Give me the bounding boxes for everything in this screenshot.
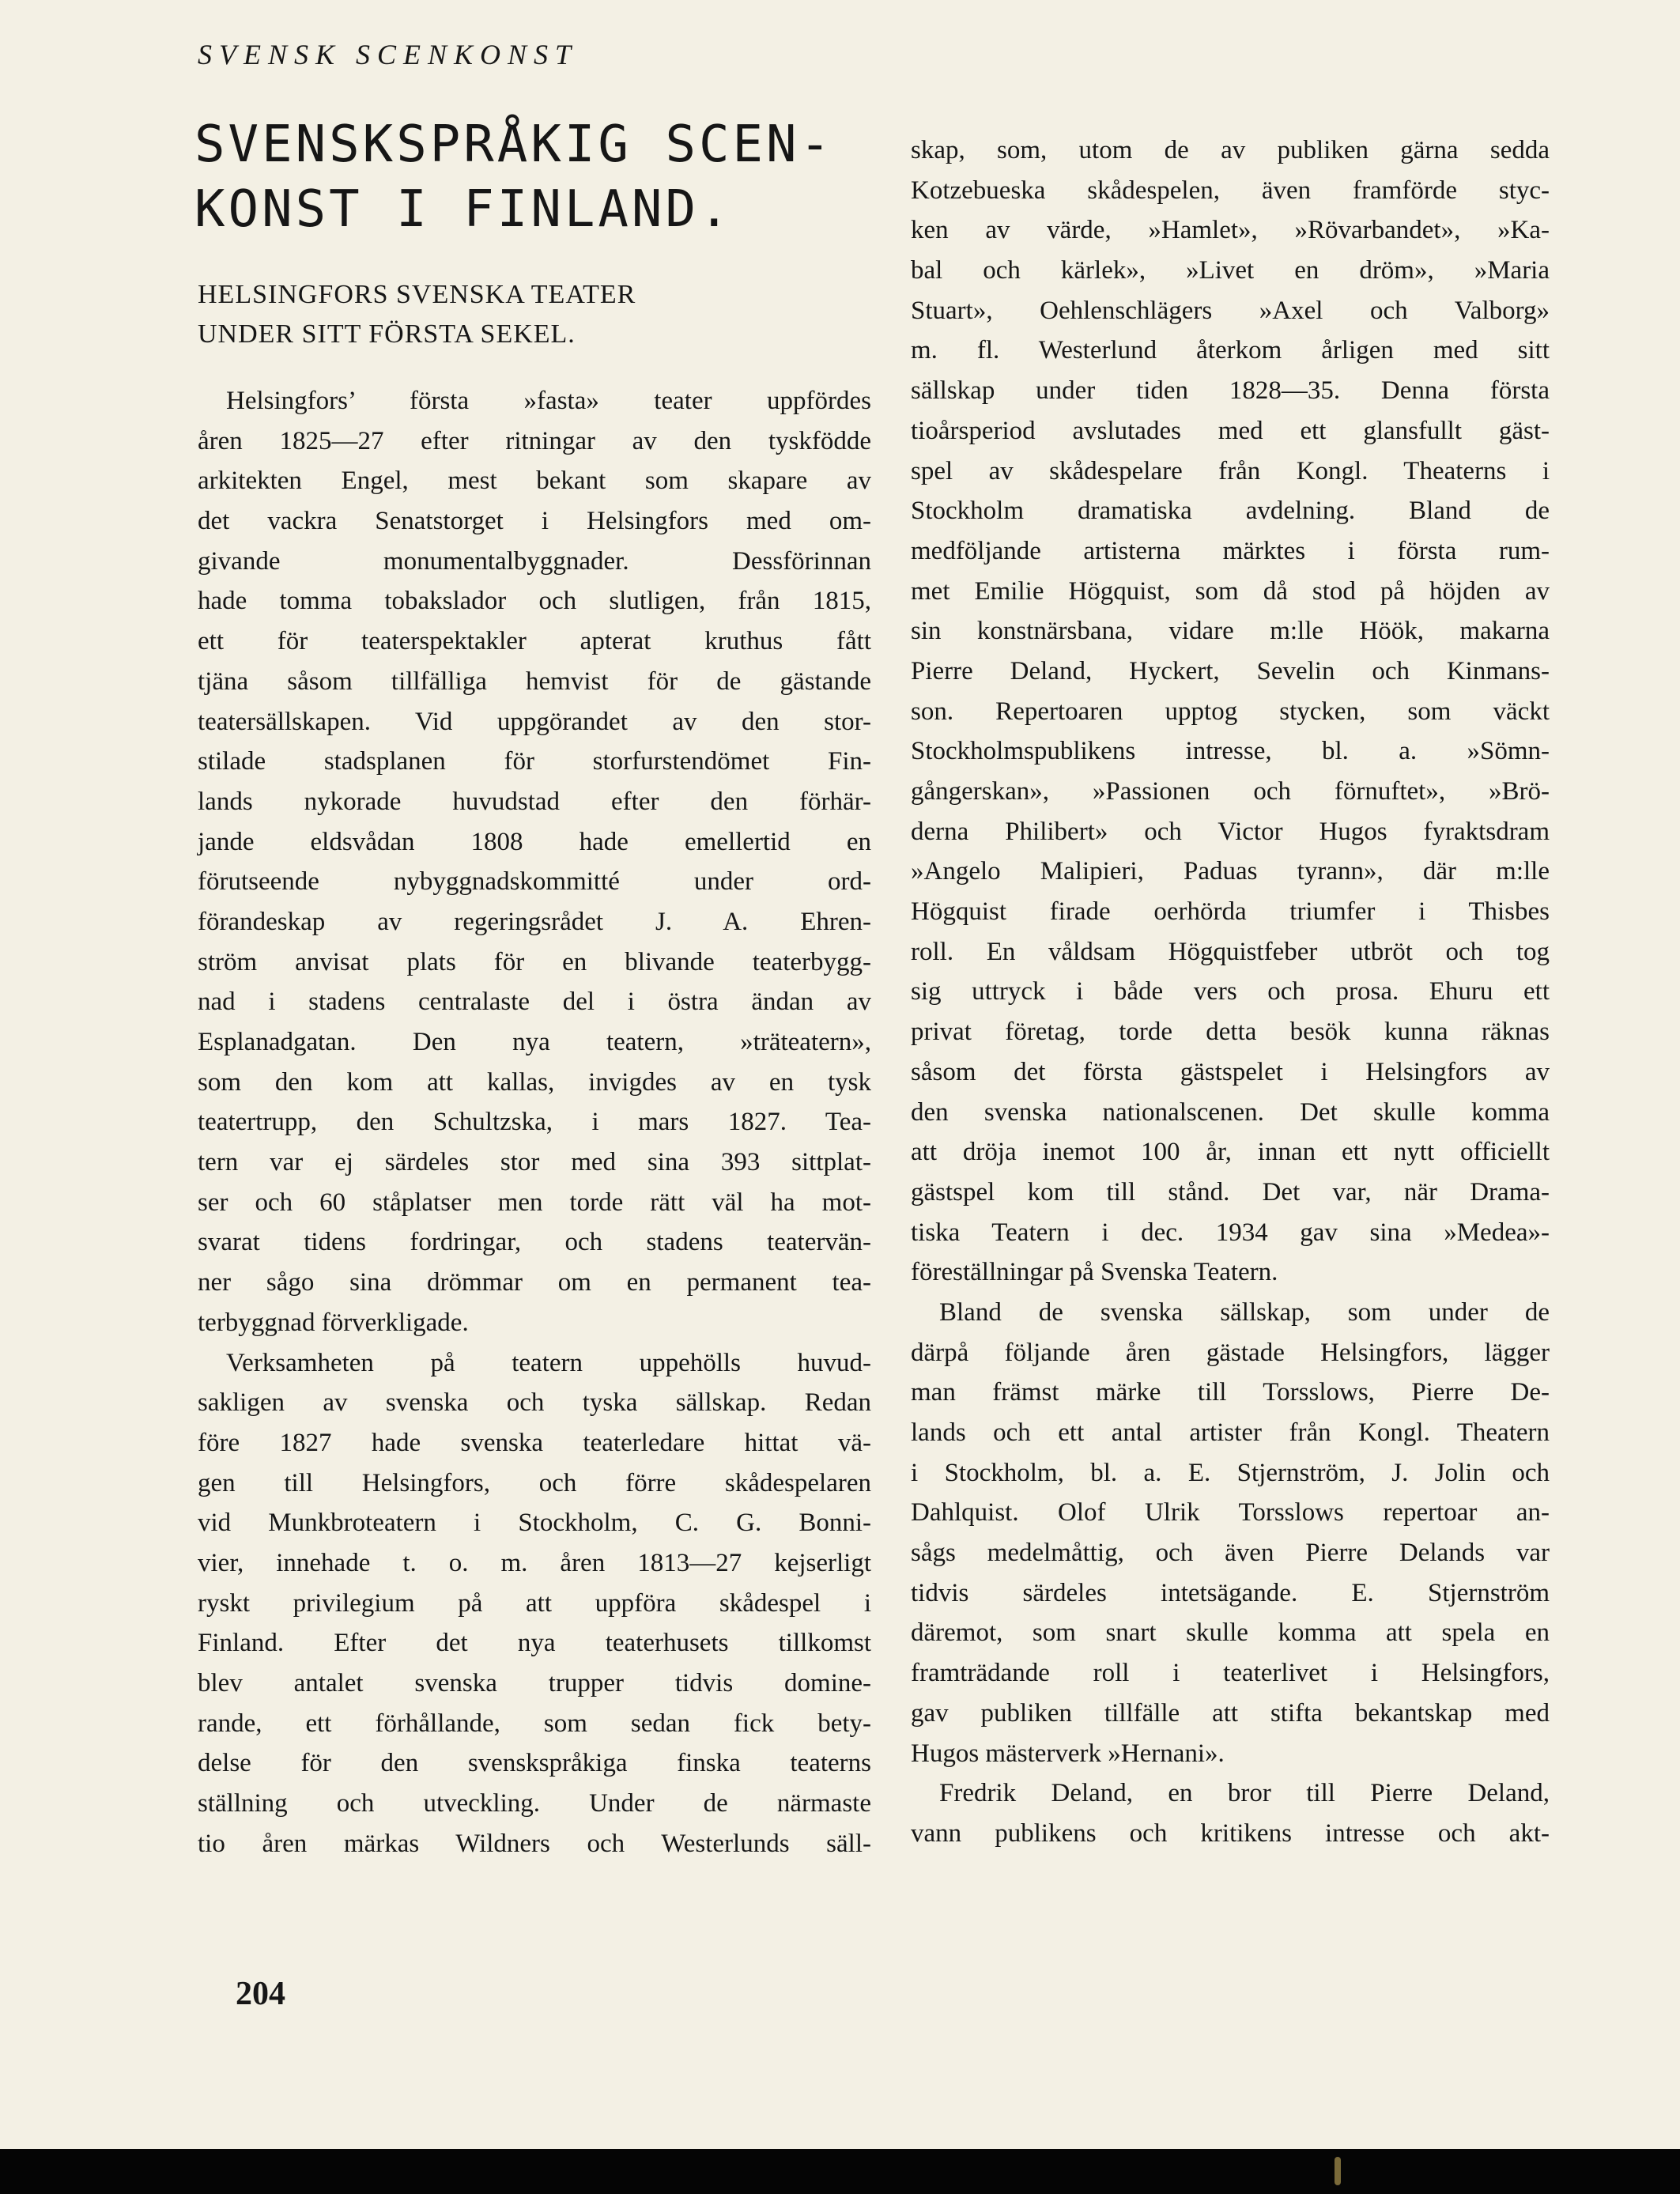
- text-line: jande eldsvådan 1808 hade emellertid en: [198, 827, 871, 856]
- text-line: Bland de svenska sällskap, som under de: [939, 1297, 1550, 1327]
- text-line: i Stockholm, bl. a. E. Stjernström, J. Jolin och: [911, 1458, 1550, 1487]
- text-line: medföljande artisterna märktes i första rum-: [911, 536, 1550, 565]
- text-line: att dröja inemot 100 år, innan ett nytt officiellt: [911, 1138, 1550, 1167]
- text-line: ställning och utveckling. Under de närmaste: [198, 1789, 871, 1818]
- text-line: ström anvisat plats för en blivande teaterbygg-: [198, 947, 871, 976]
- text-line: åren 1825—27 efter ritningar av den tyskfödde: [198, 426, 871, 455]
- text-line: tern var ej särdeles stor med sina 393 sittplat-: [198, 1148, 871, 1177]
- text-line: blev antalet svenska trupper tidvis domine-: [198, 1669, 871, 1697]
- subtitle-line: UNDER SITT FÖRSTA SEKEL.: [198, 319, 576, 349]
- text-line: bal och kärlek», »Livet en dröm», »Maria: [911, 256, 1550, 285]
- text-line: före 1827 hade svenska teaterledare hittat vä-: [198, 1428, 871, 1457]
- text-line: ryskt privilegium på att uppföra skådespel i: [198, 1588, 871, 1618]
- page-number: 204: [236, 1976, 285, 2012]
- article-title: [194, 112, 890, 242]
- text-line: Dahlquist. Olof Ulrik Torsslows repertoar an-: [911, 1498, 1550, 1527]
- text-line: gav publiken tillfälle att stifta bekantskap med: [911, 1698, 1550, 1728]
- text-line: tjäna såsom tillfälliga hemvist för de gästande: [198, 667, 871, 696]
- text-line: m. fl. Westerlund återkom årligen med sitt: [911, 336, 1550, 365]
- text-line: rande, ett förhållande, som sedan fick bety-: [198, 1709, 871, 1738]
- text-line: därpå följande åren gästade Helsingfors, lägger: [911, 1338, 1550, 1367]
- text-line: ett för teaterspektakler apterat kruthus fått: [198, 627, 871, 656]
- text-line: roll. En våldsam Högquistfeber utbröt och tog: [911, 937, 1550, 966]
- text-line: tio åren märkas Wildners och Westerlunds säll-: [198, 1829, 871, 1858]
- text-line: Stockholm dramatiska avdelning. Bland de: [911, 497, 1550, 526]
- text-line: skap, som, utom de av publiken gärna sedda: [911, 136, 1550, 164]
- text-line: vid Munkbroteatern i Stockholm, C. G. Bonni-: [198, 1509, 871, 1538]
- left-column: [198, 381, 871, 1864]
- text-line: som den kom att kallas, invigdes av en tysk: [198, 1067, 871, 1097]
- text-line: gångerskan», »Passionen och förnuftet», »Brö-: [911, 777, 1550, 806]
- text-line: gen till Helsingfors, och förre skådespelaren: [198, 1468, 871, 1497]
- text-line: föreställningar på Svenska Teatern.: [911, 1258, 1278, 1287]
- text-line: sågs medelmåttig, och även Pierre Delands var: [911, 1539, 1550, 1568]
- text-line: däremot, som snart skulle komma att spela en: [911, 1618, 1550, 1648]
- text-line: vier, innehade t. o. m. åren 1813—27 kejserligt: [198, 1548, 871, 1577]
- article-subtitle: [198, 275, 636, 354]
- text-line: sig uttryck i både vers och prosa. Ehuru ett: [911, 977, 1550, 1006]
- text-line: förutseende nybyggnadskommitté under ord-: [198, 867, 871, 897]
- text-line: sin konstnärsbana, vidare m:lle Höök, makarna: [911, 617, 1550, 646]
- right-column: [911, 130, 1550, 1854]
- text-line: teatertrupp, den Schultzska, i mars 1827. Tea-: [198, 1108, 871, 1137]
- text-line: sakligen av svenska och tyska sällskap. Redan: [198, 1388, 871, 1418]
- text-line: framträdande roll i teaterlivet i Helsingfors,: [911, 1659, 1550, 1688]
- text-line: sällskap under tiden 1828—35. Denna första: [911, 376, 1550, 406]
- text-line: spel av skådespelare från Kongl. Theaterns i: [911, 456, 1550, 485]
- text-line: Stuart», Oehlenschlägers »Axel och Valborg»: [911, 296, 1550, 325]
- text-line: hade tomma tobakslador och slutligen, från 1815,: [198, 587, 871, 616]
- text-line: ken av värde, »Hamlet», »Rövarbandet», »Ka-: [911, 216, 1550, 245]
- text-line: Kotzebueska skådespelen, även framförde styc-: [911, 176, 1550, 205]
- scan-mark: [1335, 2157, 1341, 2185]
- text-line: Hugos mästerverk »Hernani».: [911, 1739, 1225, 1768]
- text-line: arkitekten Engel, mest bekant som skapare av: [198, 466, 871, 496]
- text-line: son. Repertoaren upptog stycken, som väckt: [911, 697, 1550, 726]
- text-line: »Angelo Malipieri, Paduas tyrann», där m:lle: [911, 857, 1550, 886]
- text-line: tidvis särdeles intetsägande. E. Stjernström: [911, 1578, 1550, 1607]
- text-line: Helsingfors’ första »fasta» teater uppfördes: [226, 387, 871, 415]
- text-line: ner sågo sina drömmar om en permanent tea-: [198, 1268, 871, 1297]
- text-line: vann publikens och kritikens intresse och akt-: [911, 1818, 1550, 1848]
- text-line: det vackra Senatstorget i Helsingfors med om-: [198, 507, 871, 536]
- text-line: nad i stadens centralaste del i östra ändan av: [198, 987, 871, 1017]
- text-line: tiska Teatern i dec. 1934 gav sina »Medea»-: [911, 1218, 1550, 1247]
- text-line: ser och 60 ståplatser men torde rätt väl ha mot-: [198, 1188, 871, 1217]
- text-line: såsom det första gästspelet i Helsingfors av: [911, 1057, 1550, 1086]
- text-line: Högquist firade oerhörda triumfer i Thisbes: [911, 897, 1550, 927]
- text-line: Fredrik Deland, en bror till Pierre Deland,: [939, 1779, 1550, 1808]
- text-line: teatersällskapen. Vid uppgörandet av den stor-: [198, 707, 871, 736]
- text-line: svarat tidens fordringar, och stadens teatervän-: [198, 1228, 871, 1257]
- text-line: stilade stadsplanen för storfurstendömet Fin-: [198, 747, 871, 776]
- text-line: terbyggnad förverkligade.: [198, 1308, 469, 1337]
- text-line: delse för den svenskspråkiga finska teaterns: [198, 1749, 871, 1778]
- scan-border: [0, 2149, 1680, 2194]
- text-line: den svenska nationalscenen. Det skulle komma: [911, 1097, 1550, 1127]
- text-line: gästspel kom till stånd. Det var, när Drama-: [911, 1177, 1550, 1207]
- text-line: tioårsperiod avslutades med ett glansfullt gäst-: [911, 416, 1550, 445]
- text-line: met Emilie Högquist, som då stod på höjden av: [911, 576, 1550, 606]
- text-line: privat företag, torde detta besök kunna räknas: [911, 1018, 1550, 1047]
- running-head: SVENSK SCENKONST: [198, 39, 579, 70]
- text-line: Verksamheten på teatern uppehölls huvud-: [226, 1348, 871, 1377]
- text-line: Finland. Efter det nya teaterhusets tillkomst: [198, 1629, 871, 1658]
- text-line: förandeskap av regeringsrådet J. A. Ehren-: [198, 907, 871, 936]
- subtitle-line: HELSINGFORS SVENSKA TEATER: [198, 280, 636, 309]
- text-line: man främst märke till Torsslows, Pierre De-: [911, 1378, 1550, 1407]
- text-line: Pierre Deland, Hyckert, Sevelin och Kinmans-: [911, 656, 1550, 685]
- text-line: Stockholmspublikens intresse, bl. a. »Sömn-: [911, 737, 1550, 766]
- text-line: lands och ett antal artister från Kongl. Theatern: [911, 1418, 1550, 1447]
- title-line: SVENSKSPRÅKIG SCEN-: [194, 115, 834, 174]
- text-line: Esplanadgatan. Den nya teatern, »träteatern»,: [198, 1028, 871, 1056]
- text-line: givande monumentalbyggnader. Dessförinnan: [198, 546, 871, 576]
- text-line: derna Philibert» och Victor Hugos fyraktsdram: [911, 817, 1550, 846]
- text-line: lands nykorade huvudstad efter den förhär-: [198, 787, 871, 816]
- title-line: KONST I FINLAND.: [194, 180, 733, 239]
